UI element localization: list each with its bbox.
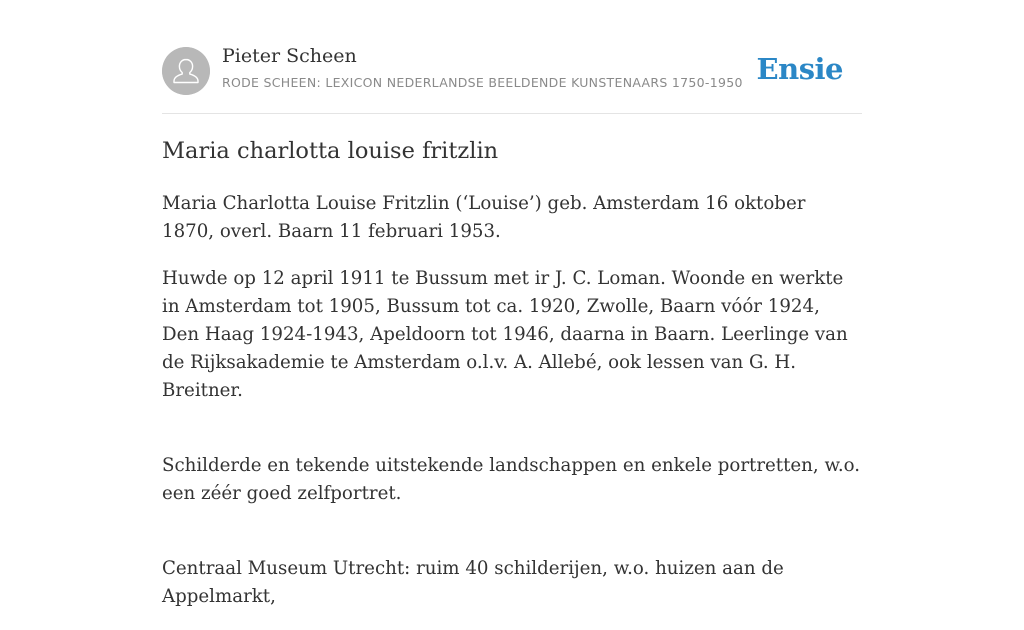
paragraph-work: Schilderde en tekende uitstekende landschappen en enkele portretten, w.o. een zéér goed zelfportret.	[162, 455, 861, 504]
avatar[interactable]	[162, 47, 210, 95]
article-header	[162, 0, 862, 114]
source-title[interactable]: RODE SCHEEN: LEXICON NEDERLANDSE BEELDENDE KUNSTENAARS 1750-1950	[222, 75, 743, 90]
article-page	[162, 0, 862, 607]
article-title: Maria charlotta louise fritzlin	[162, 138, 499, 164]
paragraph-museum: Centraal Museum Utrecht: ruim 40 schilderijen, w.o. huizen aan de Appelmarkt,	[162, 558, 784, 607]
paragraph-gap	[162, 527, 862, 555]
paragraph-gap	[162, 424, 862, 452]
paragraph-birth: Maria Charlotta Louise Fritzlin (‘Louise’) geb. Amsterdam 16 oktober 1870, overl. Baarn 11 februari 1953.	[162, 193, 806, 242]
ensie-logo[interactable]: Ensie	[756, 52, 843, 86]
author-name[interactable]: Pieter Scheen	[222, 45, 357, 67]
user-icon	[162, 47, 210, 95]
paragraph-biography: Huwde op 12 april 1911 te Bussum met ir J. C. Loman. Woonde en werkte in Amsterdam tot 1905, Bussum tot ca. 1920, Zwolle, Baarn vóór 1924, Den Haag 1924-1943, Apeldoorn tot 1946, daarna in Baarn. Leerlinge van de Rijksakademie te Amsterdam o.l.v. A. Allebé, ook lessen van G. H. Breitner.	[162, 268, 848, 401]
article-body	[162, 190, 862, 630]
